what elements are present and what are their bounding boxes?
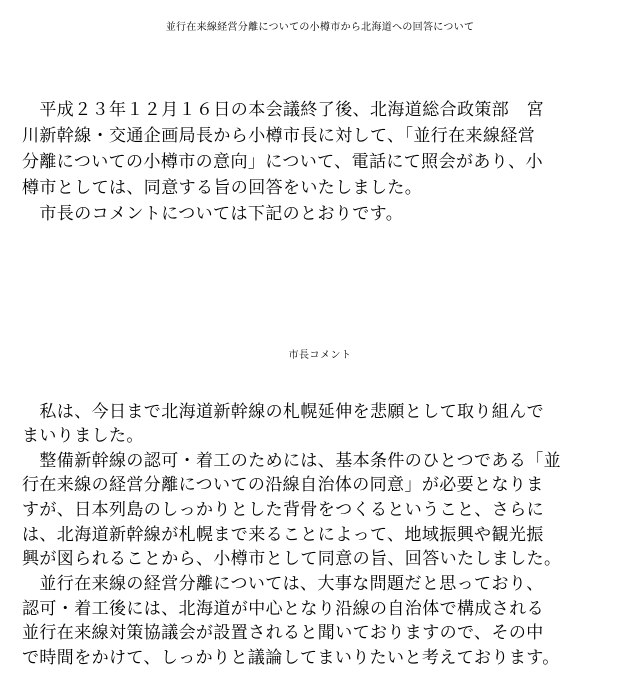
intro-line: 分離についての小樽市の意向」について、電話にて照会があり、小 [22, 152, 543, 172]
comment-line: で時間をかけて、しっかりと議論してまいりたいと考えております。 [22, 648, 560, 668]
comment-line: 興が図られることから、小樽市として同意の旨、回答いたしました。 [22, 549, 562, 569]
comment-line: は、北海道新幹線が札幌まで来ることによって、地域振興や観光振 [22, 525, 544, 545]
intro-line: 川新幹線・交通企画局長から小樽市長に対して、「並行在来線経営 [22, 126, 536, 146]
comment-line: まいりました。 [22, 426, 144, 446]
comment-heading: 市長コメント [288, 350, 352, 361]
comment-line: 行在来線の経営分離についての沿線自治体の同意」が必要となりま [22, 475, 544, 495]
comment-line: 私は、今日まで北海道新幹線の札幌延伸を悲願として取り組んで [22, 402, 544, 422]
comment-line: 並行在来線の経営分離については、大事な問題だと思っており、 [22, 574, 544, 594]
document-title: 並行在来線経営分離についての小樽市から北海道への回答について [165, 22, 475, 33]
intro-line: 樽市としては、同意する旨の回答をいたしました。 [22, 178, 423, 198]
intro-line: 平成２３年１２月１６日の本会議終了後、北海道総合政策部 宮 [22, 100, 544, 120]
comment-line: 整備新幹線の認可・着工のためには、基本条件のひとつである「並 [22, 451, 562, 471]
comment-line: 認可・着工後には、北海道が中心となり沿線の自治体で構成される [22, 599, 544, 619]
comment-line: 並行在来線対策協議会が設置されると聞いておりますので、その中 [22, 623, 544, 643]
comment-line: すが、日本列島のしっかりとした背骨をつくるということ、さらに [22, 500, 544, 520]
intro-line: 市長のコメントについては下記のとおりです。 [22, 204, 404, 224]
